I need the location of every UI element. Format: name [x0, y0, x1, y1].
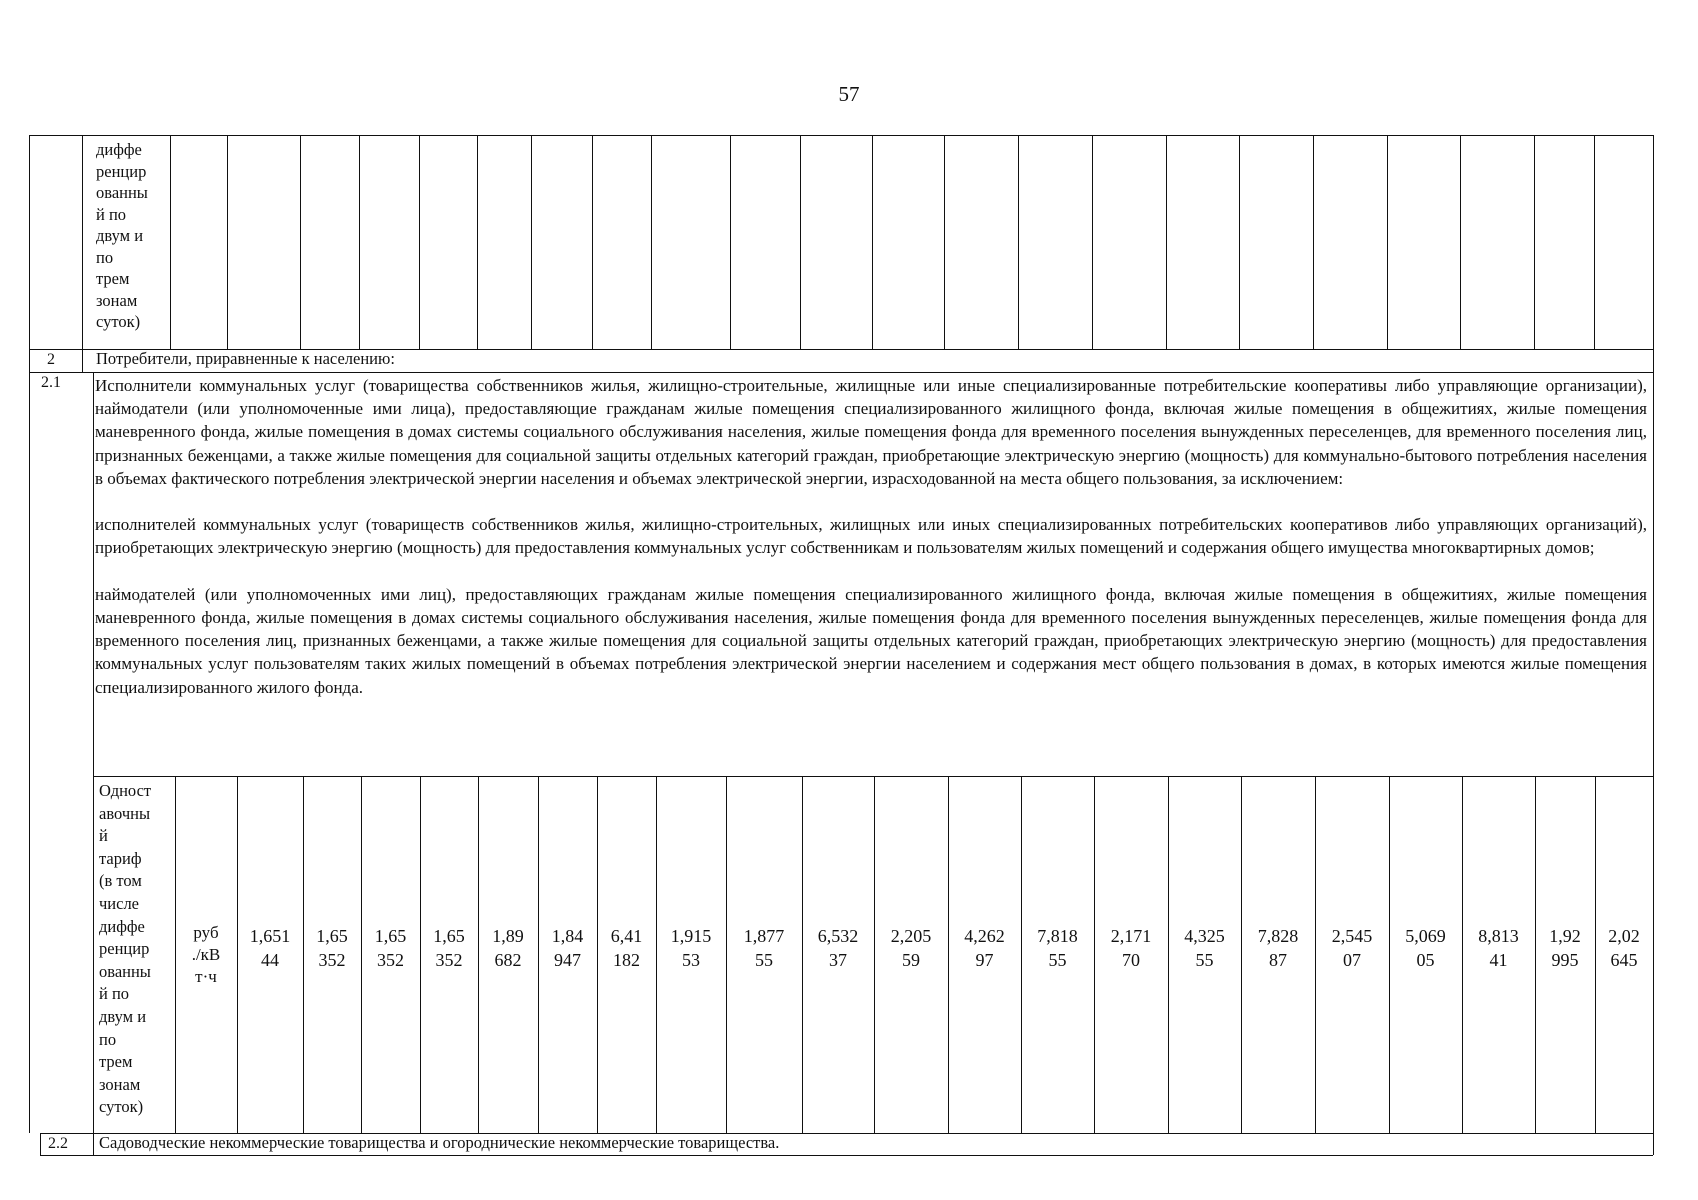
tariff-value-fraction-part: 37 [829, 950, 847, 970]
upper-column-rule-9 [651, 135, 652, 349]
tariff-value-cell [597, 924, 656, 972]
upper-column-rule-19 [1387, 135, 1388, 349]
upper-row-label [96, 139, 148, 333]
tariff-value-cell [1595, 924, 1653, 972]
row-2-number: 2 [47, 351, 55, 368]
upper-column-rule-13 [944, 135, 945, 349]
tariff-value-cell [1168, 924, 1241, 972]
tariff-label-line: диффе [99, 916, 145, 936]
upper-column-rule-1 [170, 135, 171, 349]
tariff-value-integer-part: 2,205 [890, 926, 932, 946]
tariff-value-cell [656, 924, 726, 972]
tariff-value-fraction-part: 05 [1416, 950, 1435, 970]
tariff-value-integer-part: 1,92 [1549, 926, 1581, 946]
tariff-value-integer-part: 2,171 [1110, 926, 1152, 946]
tariff-value-integer-part: 4,262 [964, 926, 1005, 946]
upper-column-rule-3 [300, 135, 301, 349]
row-2-2-number: 2.2 [48, 1135, 68, 1152]
tariff-value-integer-part: 2,545 [1331, 926, 1373, 946]
tariff-value-integer-part: 1,65 [316, 926, 348, 946]
tariff-value-integer-part: 1,651 [249, 926, 291, 946]
row-2-1-paragraph-3: наймодателей (или уполномоченных ими лиц), предоставляющих гражданам жилые помещения специализированного жилищного фонда, включая жилые помещения в общежитиях, жилые помещения маневренного фонда, жилые помещения в домах системы социального обслуживания населения, жилые помещения фонда для временного поселения вынужденных переселенцев, жилые помещения фонда для временного поселения лиц, признанных беженцами, а также жилые помещения для социальной защиты отдельных категорий граждан, приобретающих электрическую энергию (мощность) для предоставления коммунальных услуг пользователям таких жилых помещений в объемах потребления электрической энергии населением и содержания мест общего пользования в домах, в которых имеются жилые помещения специализированного жилого фонда. [95, 584, 1647, 697]
tariff-value-cell [303, 924, 361, 972]
upper-label-line: ованны [96, 183, 148, 202]
tariff-value-fraction-part: 97 [975, 950, 994, 970]
tariff-value-fraction-part: 53 [682, 950, 700, 970]
tariff-value-cell [1535, 924, 1595, 972]
tariff-unit [175, 922, 237, 988]
tariff-value-fraction-part: 645 [1610, 950, 1638, 970]
tariff-value-fraction-part: 59 [902, 950, 920, 970]
tariff-value-integer-part: 5,069 [1405, 926, 1446, 946]
upper-column-rule-4 [359, 135, 360, 349]
tariff-value-integer-part: 1,877 [743, 926, 785, 946]
tariff-value-cell [874, 924, 948, 972]
row-2-2-title: Садоводческие некоммерческие товарищества и огороднические некоммерческие товарищества. [99, 1133, 780, 1152]
tariff-value-fraction-part: 41 [1489, 950, 1508, 970]
tariff-value-cell [1241, 924, 1315, 972]
upper-column-rule-8 [592, 135, 593, 349]
upper-column-rule-6 [477, 135, 478, 349]
upper-column-rule-18 [1313, 135, 1314, 349]
upper-label-line: ренцир [96, 161, 147, 181]
upper-column-rule-10 [730, 135, 731, 349]
tariff-unit-line: т·ч [195, 967, 217, 986]
tariff-value-cell [361, 924, 420, 972]
tariff-value-integer-part: 6,532 [817, 926, 859, 946]
tariff-label-line: й [99, 826, 108, 846]
table-top-rule [29, 135, 1653, 136]
tariff-label-line: й по [99, 984, 130, 1004]
tariff-value-integer-part: 1,65 [374, 926, 407, 946]
upper-column-rule-2 [227, 135, 228, 349]
tariff-value-integer-part: 1,89 [492, 926, 524, 946]
tariff-label-line: зонам [99, 1074, 141, 1094]
tariff-label-line: авочны [99, 803, 151, 823]
upper-column-rule-15 [1092, 135, 1093, 349]
tariff-label-line: ренцир [99, 939, 150, 959]
number-column-rule-lower [93, 372, 94, 1155]
upper-column-rule-16 [1166, 135, 1167, 349]
tariff-value-fraction-part: 682 [494, 950, 522, 970]
upper-label-line: суток) [96, 312, 141, 331]
tariff-value-fraction-part: 182 [613, 950, 640, 970]
upper-column-rule-12 [872, 135, 873, 349]
tariff-label-line: двум и [99, 1006, 147, 1026]
tariff-value-fraction-part: 44 [261, 950, 279, 970]
upper-column-rule-22 [1594, 135, 1595, 349]
tariff-value-cell [1094, 924, 1168, 972]
tariff-label-line: Одност [99, 781, 152, 800]
tariff-value-integer-part: 6,41 [610, 926, 643, 946]
tariff-value-fraction-part: 55 [1048, 950, 1067, 970]
tariff-value-integer-part: 1,915 [670, 926, 712, 946]
tariff-value-integer-part: 1,84 [551, 926, 584, 946]
upper-label-line: зонам [96, 290, 138, 310]
upper-column-rule-21 [1534, 135, 1535, 349]
tariff-row-top-rule [93, 776, 1653, 777]
upper-column-rule-20 [1460, 135, 1461, 349]
tariff-value-integer-part: 7,818 [1037, 926, 1078, 946]
tariff-label-line: тариф [99, 848, 142, 868]
tariff-value-fraction-part: 55 [755, 950, 773, 970]
upper-label-line: двум и [96, 226, 144, 245]
tariff-label-line: числе [99, 893, 140, 913]
row-2-2-left-rule [40, 1133, 41, 1155]
row-2-1-top-rule [29, 372, 1653, 373]
tariff-unit-line: руб [193, 923, 219, 942]
tariff-value-cell [802, 924, 874, 972]
tariff-value-integer-part: 7,828 [1257, 926, 1299, 946]
tariff-value-cell [538, 924, 597, 972]
tariff-value-fraction-part: 947 [554, 950, 581, 970]
tariff-value-cell [237, 924, 303, 972]
row-2-1-paragraph-1: Исполнители коммунальных услуг (товарищества собственников жилья, жилищно-строительные, жилищные или иные специализированные потребительские кооперативы либо управляющие организации), наймодатели (или уполномоченные ими лица), предоставляющие гражданам жилые помещения специализированного жилищного фонда, включая жилые помещения в общежитиях, жилые помещения маневренного фонда, жилые помещения в домах системы социального обслуживания населения, жилые помещения фонда для временного поселения вынужденных переселенцев, для временного поселения лиц, признанных беженцами, а также жилые помещения для социальной защиты отдельных категорий граждан, приобретающие электрическую энергию (мощность) для коммунально-бытового потребления населения в объемах фактического потребления электрической энергии населения и объемах электрической энергии, израсходованной на места общего пользования, за исключением: [95, 376, 1647, 488]
upper-column-rule-11 [800, 135, 801, 349]
tariff-value-integer-part: 1,65 [433, 926, 465, 946]
tariff-label-line: суток) [99, 1097, 144, 1117]
upper-column-rule-14 [1018, 135, 1019, 349]
tariff-value-integer-part: 8,813 [1478, 926, 1519, 946]
upper-column-rule-5 [419, 135, 420, 349]
row-2-1-number: 2.1 [41, 374, 61, 391]
tariff-unit-line: ./кВ [191, 945, 221, 964]
tariff-label-line: ованны [99, 961, 151, 981]
upper-label-line: трем [96, 269, 130, 288]
upper-label-line: й по [96, 204, 127, 224]
row-2-1-description [95, 374, 1647, 699]
tariff-value-fraction-part: 352 [318, 950, 346, 970]
upper-column-rule-17 [1239, 135, 1240, 349]
upper-column-rule-7 [531, 135, 532, 349]
tariff-value-fraction-part: 87 [1269, 950, 1287, 970]
tariff-value-fraction-part: 70 [1122, 950, 1140, 970]
tariff-value-cell [1389, 924, 1462, 972]
tariff-value-cell [478, 924, 538, 972]
tariff-label-line: по [99, 1029, 117, 1049]
tariff-value-integer-part: 2,02 [1608, 926, 1640, 946]
tariff-value-cell [726, 924, 802, 972]
row-2-title: Потребители, приравненные к населению: [96, 349, 395, 368]
tariff-value-fraction-part: 07 [1343, 950, 1361, 970]
tariff-row-label [99, 780, 151, 1119]
table-left-rule [29, 135, 30, 1133]
tariff-value-cell [1462, 924, 1535, 972]
tariff-label-line: (в том [99, 871, 142, 891]
number-column-rule-upper [82, 135, 83, 372]
tariff-value-fraction-part: 352 [435, 950, 463, 970]
tariff-value-fraction-part: 55 [1195, 950, 1214, 970]
upper-label-line: по [96, 247, 114, 267]
tariff-value-integer-part: 4,325 [1184, 926, 1225, 946]
table-bottom-rule [40, 1155, 1653, 1156]
tariff-value-cell [420, 924, 478, 972]
table-right-rule [1653, 135, 1654, 1155]
tariff-value-cell [1021, 924, 1094, 972]
row-2-1-paragraph-2: исполнителей коммунальных услуг (товариществ собственников жилья, жилищно-строительных, жилищных или иных специализированных потребительских кооперативов либо управляющих организаций), приобретающих электрическую энергию (мощность) для предоставления коммунальных услуг собственникам и пользователям жилых помещений и содержания общего имущества многоквартирных домов; [95, 515, 1647, 558]
tariff-label-line: трем [99, 1052, 133, 1072]
tariff-value-fraction-part: 352 [377, 950, 404, 970]
page-number: 57 [838, 82, 860, 106]
upper-label-line: диффе [96, 140, 142, 159]
tariff-value-cell [948, 924, 1021, 972]
tariff-value-cell [1315, 924, 1389, 972]
tariff-value-fraction-part: 995 [1551, 950, 1579, 970]
